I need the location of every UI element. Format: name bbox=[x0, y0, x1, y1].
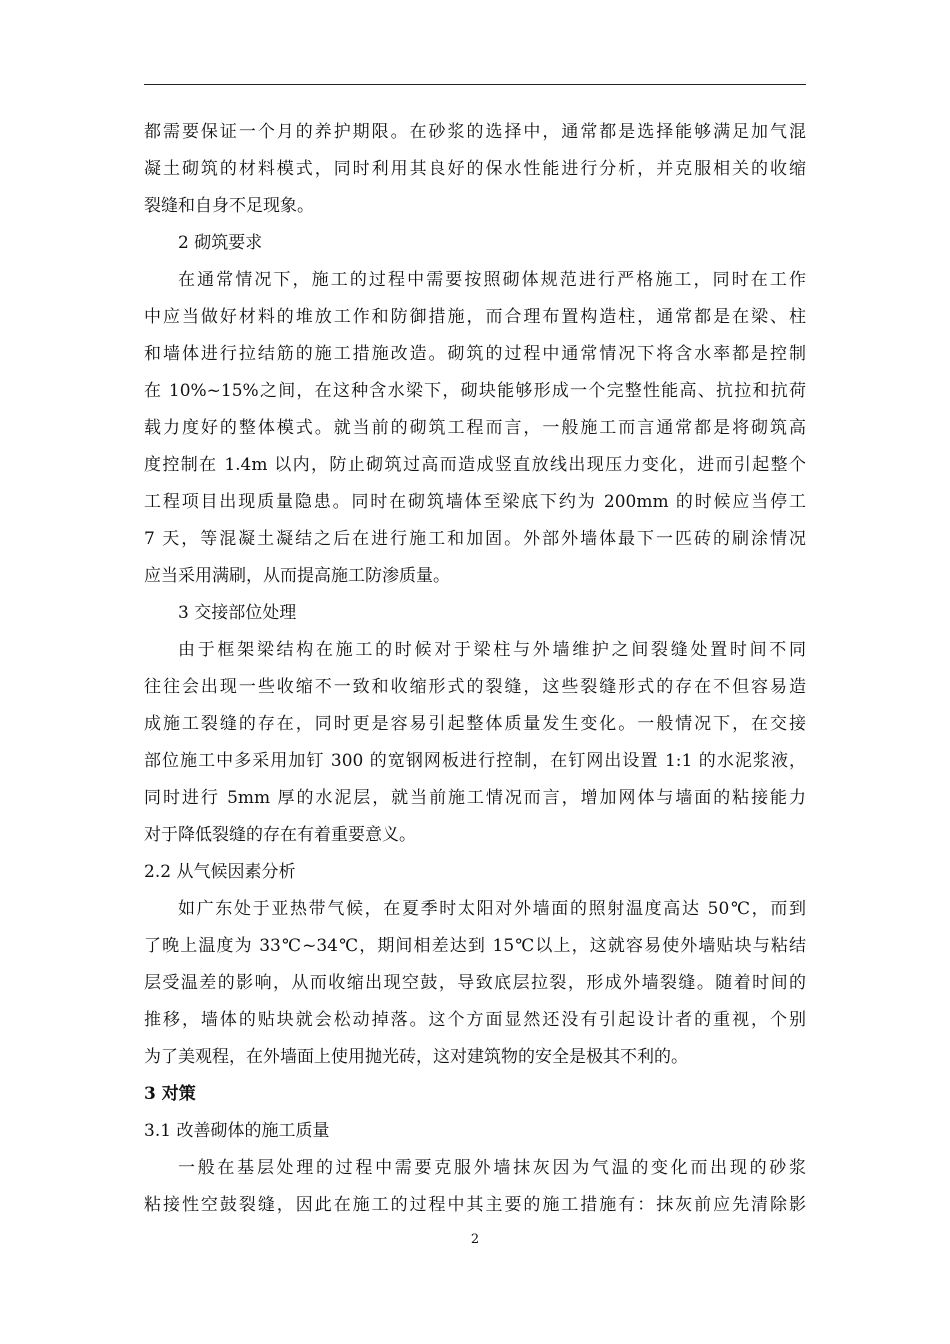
section-heading: 3 交接部位处理 bbox=[178, 603, 297, 623]
paragraph-line: 了晚上温度为 33℃~34℃，期间相差达到 15℃以上，这就容易使外墙贴块与粘结 bbox=[144, 936, 806, 956]
paragraph-line: 粘接性空鼓裂缝，因此在施工的过程中其主要的施工措施有：抹灰前应先清除影 bbox=[144, 1195, 806, 1215]
paragraph-line: 部位施工中多采用加钉 300 的宽钢网板进行控制，在钉网出设置 1:1 的水泥浆液， bbox=[144, 751, 806, 771]
paragraph-line: 为了美观程，在外墙面上使用抛光砖，这对建筑物的安全是极其不利的。 bbox=[144, 1047, 688, 1067]
page-number: 2 bbox=[470, 1232, 480, 1247]
paragraph-line: 中应当做好材料的堆放工作和防御措施，而合理布置构造柱，通常都是在梁、柱 bbox=[144, 307, 806, 327]
paragraph-line: 如广东处于亚热带气候，在夏季时太阳对外墙面的照射温度高达 50℃，而到 bbox=[178, 899, 806, 919]
paragraph-line: 由于框架梁结构在施工的时候对于梁柱与外墙维护之间裂缝处置时间不同 bbox=[178, 640, 806, 660]
paragraph-line: 度控制在 1.4m 以内，防止砌筑过高而造成竖直放线出现压力变化，进而引起整个 bbox=[144, 455, 806, 475]
section-heading: 2.2 从气候因素分析 bbox=[144, 862, 296, 882]
paragraph-line: 对于降低裂缝的存在有着重要意义。 bbox=[144, 825, 416, 845]
paragraph-line: 都需要保证一个月的养护期限。在砂浆的选择中，通常都是选择能够满足加气混 bbox=[144, 122, 806, 142]
paragraph-line: 成施工裂缝的存在，同时更是容易引起整体质量发生变化。一般情况下，在交接 bbox=[144, 714, 806, 734]
paragraph-line: 凝土砌筑的材料模式，同时利用其良好的保水性能进行分析，并克服相关的收缩 bbox=[144, 159, 806, 179]
paragraph-line: 一般在基层处理的过程中需要克服外墙抹灰因为气温的变化而出现的砂浆 bbox=[178, 1158, 806, 1178]
paragraph-line: 工程项目出现质量隐患。同时在砌筑墙体至梁底下约为 200mm 的时候应当停工 bbox=[144, 492, 806, 512]
section-heading: 2 砌筑要求 bbox=[178, 233, 263, 253]
paragraph-line: 在通常情况下，施工的过程中需要按照砌体规范进行严格施工，同时在工作 bbox=[178, 270, 806, 290]
paragraph-line: 往往会出现一些收缩不一致和收缩形式的裂缝，这些裂缝形式的存在不但容易造 bbox=[144, 677, 806, 697]
paragraph-line: 在 10%~15%之间，在这种含水梁下，砌块能够形成一个完整性能高、抗拉和抗荷 bbox=[144, 381, 806, 401]
section-heading: 3.1 改善砌体的施工质量 bbox=[144, 1121, 330, 1141]
header-rule bbox=[144, 84, 806, 85]
paragraph-line: 同时进行 5mm 厚的水泥层，就当前施工情况而言，增加网体与墙面的粘接能力 bbox=[144, 788, 806, 808]
paragraph-line: 应当采用满刷，从而提高施工防渗质量。 bbox=[144, 566, 450, 586]
paragraph-line: 层受温差的影响，从而收缩出现空鼓，导致底层拉裂，形成外墙裂缝。随着时间的 bbox=[144, 973, 806, 993]
paragraph-line: 7 天，等混凝土凝结之后在进行施工和加固。外部外墙体最下一匹砖的刷涂情况 bbox=[144, 529, 806, 549]
body-text bbox=[144, 114, 806, 1224]
paragraph-line: 载力度好的整体模式。就当前的砌筑工程而言，一般施工而言通常都是将砌筑高 bbox=[144, 418, 806, 438]
paragraph-line: 推移，墙体的贴块就会松动掉落。这个方面显然还没有引起设计者的重视，个别 bbox=[144, 1010, 806, 1030]
paragraph-line: 和墙体进行拉结筋的施工措施改造。砌筑的过程中通常情况下将含水率都是控制 bbox=[144, 344, 806, 364]
chapter-heading: 3 对策 bbox=[144, 1084, 196, 1104]
paragraph-line: 裂缝和自身不足现象。 bbox=[144, 196, 314, 216]
